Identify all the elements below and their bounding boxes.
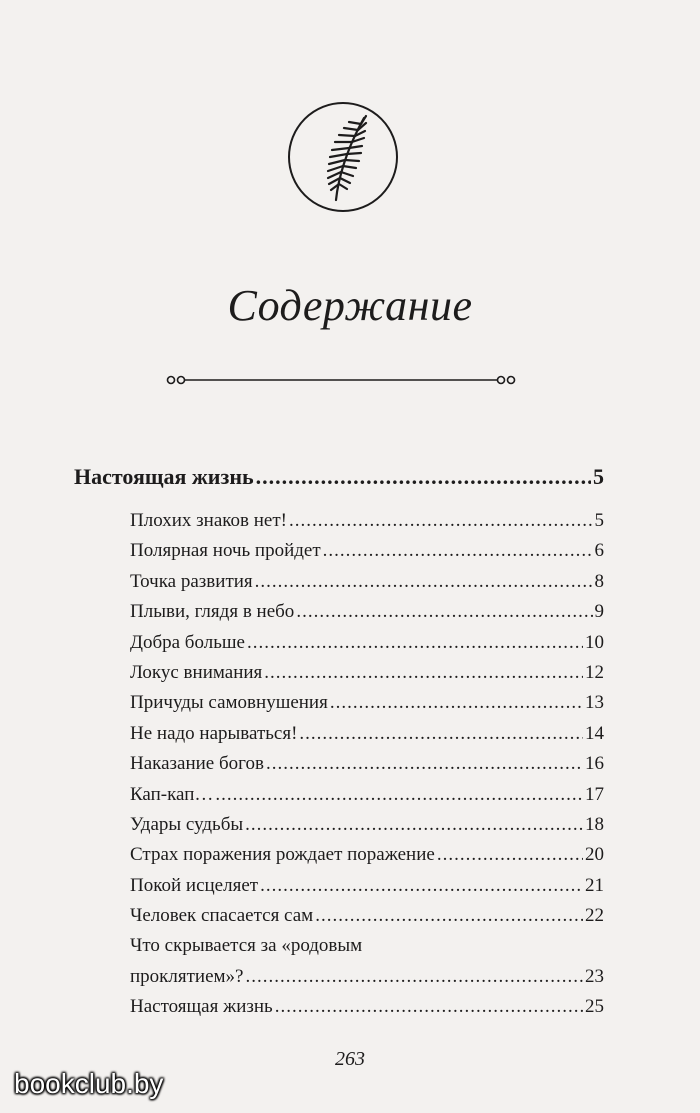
toc-entry-label: Страх поражения рождает поражение <box>130 844 435 866</box>
watermark-logo: bookclub.by <box>14 1068 164 1099</box>
page-title: Содержание <box>227 281 473 330</box>
toc-entry-page: 5 <box>594 510 604 531</box>
toc-entry-page: 17 <box>585 783 604 805</box>
toc-entry-page: 9 <box>594 601 604 623</box>
toc-entry-label: Причуды самовнушения <box>130 692 328 714</box>
toc-entry-label-line1: Что скрывается за «родовым <box>130 935 363 957</box>
toc-leader-dots <box>299 719 583 749</box>
toc-section-label: Настоящая жизнь <box>74 464 254 489</box>
toc-leader-dots <box>264 658 583 688</box>
toc-entry[interactable] <box>130 567 604 597</box>
toc-entry[interactable] <box>130 506 604 536</box>
toc-entry[interactable] <box>130 688 604 718</box>
toc-entry-page: 18 <box>585 813 604 835</box>
toc-leader-dots <box>215 780 583 810</box>
toc-entry[interactable] <box>130 780 604 810</box>
toc-entry-label-line2: проклятием»? <box>130 965 244 987</box>
table-of-contents <box>74 458 604 1023</box>
toc-leader-dots <box>247 628 583 658</box>
toc-entry[interactable] <box>130 536 604 566</box>
toc-entry-label: Человек спасается сам <box>130 905 314 927</box>
toc-entry-page: 12 <box>585 661 604 683</box>
toc-leader-dots <box>245 810 583 840</box>
toc-entry-label: Полярная ночь пройдет <box>130 540 321 562</box>
toc-entry[interactable] <box>130 597 604 627</box>
toc-entry-page: 25 <box>585 996 604 1018</box>
ornamental-divider-icon <box>165 370 517 390</box>
page-number: 263 <box>335 1048 365 1070</box>
toc-entry-multiline[interactable] <box>130 931 604 992</box>
toc-entry-label: Точка развития <box>130 570 253 592</box>
toc-entry-page: 16 <box>585 753 604 775</box>
toc-leader-dots <box>296 597 592 627</box>
toc-entry-label: Кап-кап… <box>130 783 214 805</box>
toc-leader-dots <box>315 901 583 931</box>
toc-entry-page: 23 <box>585 965 604 987</box>
toc-entry-page: 22 <box>585 905 604 927</box>
toc-leader-dots <box>437 840 583 870</box>
toc-leader-dots <box>330 688 583 718</box>
toc-entry[interactable] <box>130 719 604 749</box>
toc-entry-page: 10 <box>585 631 604 653</box>
toc-entry-line2 <box>130 962 604 992</box>
toc-leader-dots <box>256 458 591 496</box>
toc-leader-dots <box>289 506 593 536</box>
toc-entry-label: Локус внимания <box>130 661 263 683</box>
toc-entry-label: Плыви, глядя в небо <box>130 601 295 623</box>
toc-entry[interactable] <box>130 749 604 779</box>
toc-entry-page: 8 <box>594 570 604 592</box>
toc-entry[interactable] <box>130 840 604 870</box>
toc-leader-dots <box>255 567 593 597</box>
toc-entry-page: 20 <box>585 844 604 866</box>
toc-entry-label: Удары судьбы <box>130 813 244 835</box>
toc-entry[interactable] <box>130 992 604 1022</box>
toc-entry-label: Наказание богов <box>130 753 264 775</box>
toc-entry-page: 13 <box>585 692 604 714</box>
toc-entry-label: Настоящая жизнь <box>130 996 273 1018</box>
toc-leader-dots <box>245 962 583 992</box>
toc-entry-label: Покой исцеляет <box>130 874 259 896</box>
toc-leader-dots <box>323 536 593 566</box>
toc-entry[interactable] <box>130 658 604 688</box>
toc-entry-label: Не надо нарываться! <box>130 722 298 744</box>
toc-entry[interactable] <box>130 810 604 840</box>
toc-leader-dots <box>275 992 583 1022</box>
toc-entry-page: 14 <box>585 722 604 744</box>
toc-entry-label: Плохих знаков нет! <box>130 510 287 531</box>
toc-entry-page: 6 <box>594 540 604 562</box>
toc-leader-dots <box>266 749 583 779</box>
toc-section-page: 5 <box>593 464 604 489</box>
fern-leaf-circle-icon <box>286 100 400 214</box>
toc-leader-dots <box>260 871 583 901</box>
toc-entry[interactable] <box>130 628 604 658</box>
toc-entry[interactable] <box>130 901 604 931</box>
toc-entries <box>130 506 604 1023</box>
toc-entry[interactable] <box>130 871 604 901</box>
toc-entry-label: Добра больше <box>130 631 245 653</box>
toc-section-row[interactable] <box>74 458 604 496</box>
toc-entry-page: 21 <box>585 874 604 896</box>
